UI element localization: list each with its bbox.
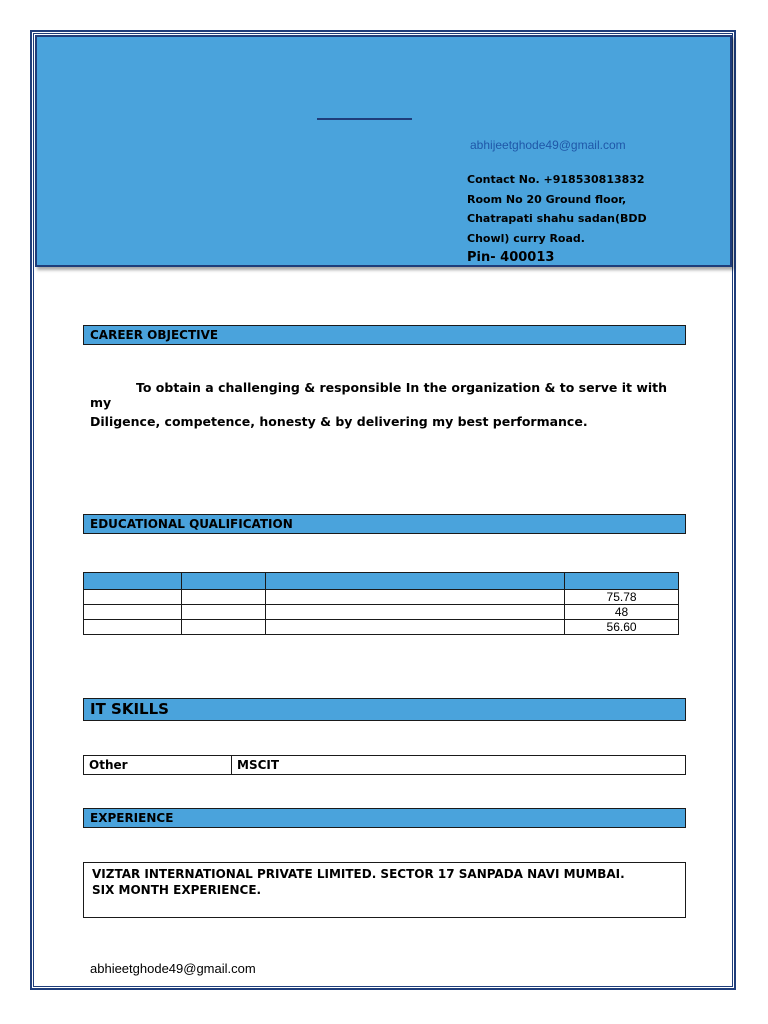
table-cell — [265, 590, 564, 605]
table-cell — [181, 605, 265, 620]
table-cell — [265, 605, 564, 620]
table-cell — [181, 590, 265, 605]
education-table-header — [84, 573, 679, 590]
address-line-2: Chatrapati shahu sadan(BDD — [467, 212, 647, 225]
table-row — [84, 756, 686, 775]
skill-label: Other — [84, 756, 232, 775]
table-header-cell — [265, 573, 564, 590]
table-cell — [181, 620, 265, 635]
experience-box — [83, 862, 686, 918]
table-header-cell — [84, 573, 182, 590]
pin-code: Pin- 400013 — [467, 250, 555, 265]
experience-company: VIZTAR INTERNATIONAL PRIVATE LIMITED. SECTOR 17 SANPADA NAVI MUMBAI. — [92, 867, 625, 881]
percentage-cell: 56.60 — [565, 620, 679, 635]
table-cell — [265, 620, 564, 635]
percentage-cell: 48 — [565, 605, 679, 620]
experience-duration: SIX MONTH EXPERIENCE. — [92, 883, 262, 897]
contact-block — [467, 170, 647, 268]
it-skills-table — [83, 755, 686, 775]
table-row — [84, 605, 679, 620]
address-line-1: Room No 20 Ground floor, — [467, 192, 627, 206]
percentage-cell: 75.78 — [565, 590, 679, 605]
table-cell — [84, 590, 182, 605]
table-row — [84, 590, 679, 605]
table-header-cell — [181, 573, 265, 590]
contact-number: Contact No. +918530813832 — [467, 173, 645, 186]
table-cell — [84, 620, 182, 635]
objective-line-2: Diligence, competence, honesty & by delivering my best performance. — [90, 414, 588, 429]
education-table — [83, 572, 679, 635]
table-header-cell — [565, 573, 679, 590]
experience-heading: EXPERIENCE — [83, 808, 686, 828]
table-row — [84, 620, 679, 635]
skill-value: MSCIT — [232, 756, 686, 775]
address-line-3: Chowl) curry Road. — [467, 231, 585, 245]
table-cell — [84, 605, 182, 620]
it-skills-heading: IT SKILLS — [83, 698, 686, 721]
name-underline — [317, 118, 412, 120]
header-email[interactable]: abhijeetghode49@gmail.com — [470, 138, 626, 152]
career-objective-heading: CAREER OBJECTIVE — [83, 325, 686, 345]
footer-email: abhieetghode49@gmail.com — [90, 961, 256, 976]
education-heading: EDUCATIONAL QUALIFICATION — [83, 514, 686, 534]
objective-line-1: To obtain a challenging & responsible In the organization & to serve it with my — [90, 380, 668, 410]
